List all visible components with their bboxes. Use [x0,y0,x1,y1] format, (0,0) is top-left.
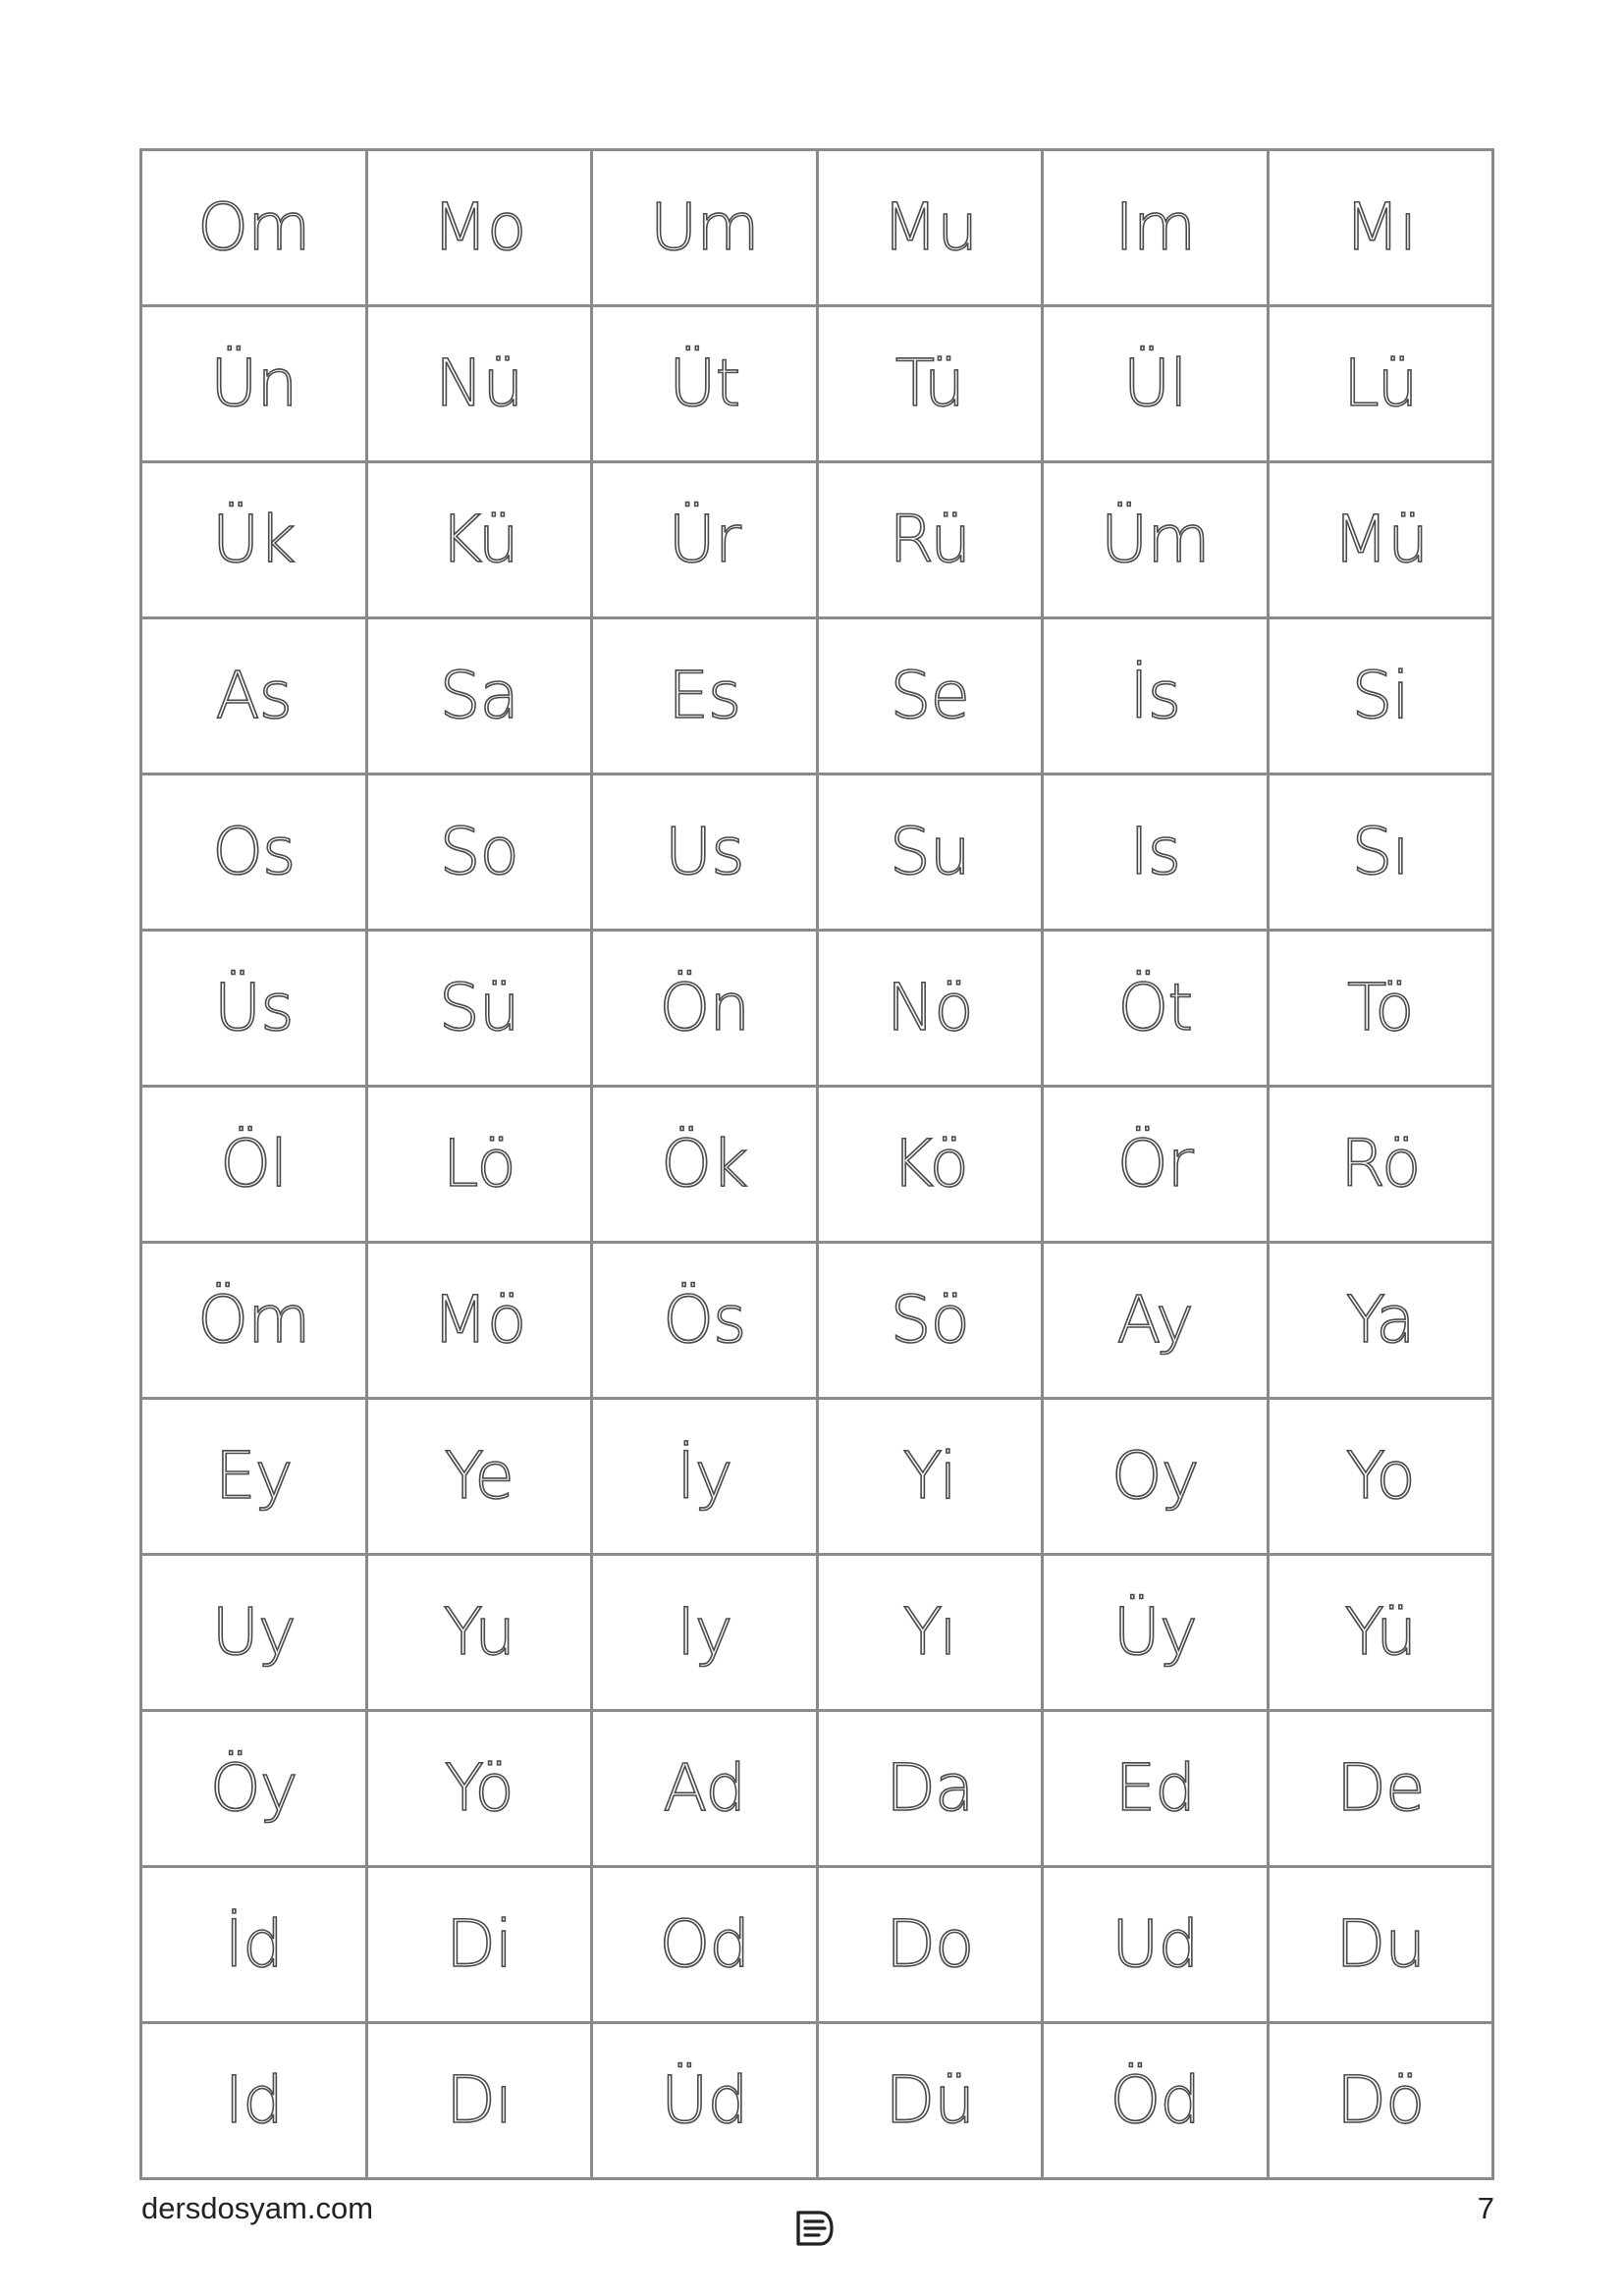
syllable-cell [1043,150,1269,306]
syllable-text: Mu [882,189,978,265]
grid-row [141,462,1493,618]
syllable-cell [366,1555,592,1711]
syllable-cell [1268,1399,1493,1555]
syllable-text: Üs [213,970,294,1045]
syllable-cell [366,931,592,1087]
syllable-cell [1043,931,1269,1087]
syllable-text: Üd [661,2062,748,2138]
syllable-text: So [439,814,518,889]
syllable-cell [817,306,1043,462]
syllable-cell [1268,306,1493,462]
syllable-text: Du [1335,1906,1426,1982]
syllable-cell [1268,1867,1493,2023]
syllable-text: Do [886,1906,974,1982]
syllable-text: Yı [902,1594,956,1670]
syllable-cell [1268,2023,1493,2179]
syllable-text: Nö [886,970,973,1045]
syllable-cell [592,462,818,618]
syllable-text: Ay [1116,1282,1194,1358]
syllable-cell [817,618,1043,774]
syllable-text: Lö [442,1126,515,1201]
syllable-text: Se [890,658,969,733]
syllable-cell [141,1867,367,2023]
syllable-cell [592,1087,818,1243]
syllable-cell [592,1867,818,2023]
syllable-text: Es [668,658,741,733]
grid-row [141,1867,1493,2023]
syllable-cell [817,1243,1043,1399]
syllable-cell [141,1243,367,1399]
syllable-cell [592,1555,818,1711]
syllable-text: Ön [659,970,750,1045]
syllable-text: Öt [1117,970,1193,1045]
syllable-text: İy [676,1438,732,1514]
syllable-cell [817,2023,1043,2179]
syllable-cell [141,774,367,931]
syllable-text: Öd [1110,2062,1201,2138]
syllable-cell [592,1243,818,1399]
syllable-cell [366,618,592,774]
syllable-cell [817,1555,1043,1711]
syllable-text: Ür [668,502,740,577]
syllable-text: Rö [1340,1126,1421,1201]
syllable-text: Dı [446,2062,513,2138]
syllable-cell [817,1087,1043,1243]
syllable-cell [366,2023,592,2179]
syllable-cell [1043,1399,1269,1555]
syllable-cell [141,306,367,462]
grid-row [141,1399,1493,1555]
syllable-text: As [215,658,293,733]
syllable-text: Ey [214,1438,293,1514]
syllable-text: Os [212,814,296,889]
syllable-text: Üm [1100,502,1210,577]
syllable-cell [592,150,818,306]
syllable-cell [366,1243,592,1399]
syllable-cell [141,931,367,1087]
syllable-text: Öm [197,1282,310,1358]
syllable-text: Uy [211,1594,296,1670]
syllable-cell [141,1555,367,1711]
syllable-text: Om [197,189,310,265]
grid-row [141,1243,1493,1399]
syllable-text: Ud [1111,1906,1199,1982]
syllable-text: Ük [211,502,296,577]
syllable-cell [141,462,367,618]
syllable-text: Mo [432,189,526,265]
syllable-text: Ör [1116,1126,1193,1201]
syllable-text: Ya [1345,1282,1415,1358]
syllable-text: Kö [891,1126,968,1201]
footer-website: dersdosyam.com [141,2191,374,2225]
syllable-cell [366,1867,592,2023]
syllable-cell [817,931,1043,1087]
syllable-text: Is [1129,814,1181,889]
syllable-cell [1268,462,1493,618]
syllable-text: Nü [435,346,523,421]
syllable-cell [1043,774,1269,931]
syllable-cell [1043,462,1269,618]
syllable-cell [817,1711,1043,1867]
syllable-text: De [1336,1750,1425,1826]
syllable-text: Üt [669,346,740,421]
syllable-text: Sü [438,970,519,1045]
syllable-cell [817,150,1043,306]
syllable-cell [366,462,592,618]
grid-row [141,306,1493,462]
grid-row [141,774,1493,931]
syllable-cell [141,1399,367,1555]
syllable-text: Tö [1347,970,1414,1045]
syllable-cell [1268,931,1493,1087]
syllable-text: Kü [439,502,518,577]
syllable-cell [141,618,367,774]
syllable-cell [592,931,818,1087]
syllable-cell [592,1399,818,1555]
syllable-cell [1268,1711,1493,1867]
syllable-cell [1268,1555,1493,1711]
grid-row [141,1711,1493,1867]
syllable-text: Su [889,814,970,889]
syllable-text: Ül [1122,346,1187,421]
syllable-cell [592,306,818,462]
syllable-text: Öy [209,1750,298,1826]
syllable-text: Rü [889,502,971,577]
syllable-text: Ün [210,346,298,421]
grid-row [141,1087,1493,1243]
syllable-cell [366,1087,592,1243]
syllable-text: Iy [676,1594,732,1670]
syllable-cell [366,1711,592,1867]
syllable-cell [817,774,1043,931]
syllable-text: Da [886,1750,974,1826]
syllable-text: Oy [1110,1438,1199,1514]
syllable-text: Dö [1336,2062,1425,2138]
syllable-cell [1268,150,1493,306]
syllable-text: Tü [894,346,964,421]
syllable-cell [1043,306,1269,462]
syllable-text: Yu [443,1594,515,1670]
syllable-grid-body [141,150,1493,2179]
syllable-text: Di [446,1906,513,1982]
syllable-cell [1268,774,1493,931]
syllable-text: Si [1351,658,1409,733]
syllable-cell [817,462,1043,618]
syllable-cell [1043,1555,1269,1711]
grid-row [141,1555,1493,1711]
syllable-text: İs [1129,658,1181,733]
syllable-text: Üy [1112,1594,1197,1670]
document-lines-icon [792,2209,836,2248]
syllable-cell [141,2023,367,2179]
grid-row [141,931,1493,1087]
syllable-cell [1043,618,1269,774]
syllable-text: Im [1114,189,1196,265]
syllable-text: Ad [663,1750,746,1826]
syllable-text: Od [659,1906,750,1982]
syllable-text: Ye [444,1438,514,1514]
syllable-text: Id [224,2062,283,2138]
syllable-cell [592,618,818,774]
syllable-text: Mö [432,1282,526,1358]
grid-row [141,618,1493,774]
syllable-text: Ed [1114,1750,1196,1826]
syllable-text: Sa [439,658,518,733]
syllable-text: Yo [1345,1438,1415,1514]
syllable-text: Yö [444,1750,514,1826]
syllable-text: Ök [661,1126,748,1201]
syllable-cell [1268,1087,1493,1243]
syllable-cell [1043,1087,1269,1243]
syllable-cell [592,2023,818,2179]
syllable-cell [1043,1243,1269,1399]
syllable-cell [141,1087,367,1243]
syllable-text: Lü [1343,346,1418,421]
syllable-cell [366,1399,592,1555]
syllable-text: Us [664,814,744,889]
syllable-cell [592,1711,818,1867]
grid-row [141,2023,1493,2179]
syllable-cell [1043,1711,1269,1867]
syllable-cell [141,150,367,306]
syllable-text: Mı [1344,189,1417,265]
syllable-text: Yü [1344,1594,1417,1670]
syllable-text: Sö [890,1282,969,1358]
syllable-cell [817,1399,1043,1555]
syllable-text: Yi [902,1438,956,1514]
syllable-cell [817,1867,1043,2023]
grid-row [141,150,1493,306]
syllable-cell [141,1711,367,1867]
syllable-text: Mü [1332,502,1429,577]
syllable-text: Um [649,189,759,265]
syllable-cell [1268,1243,1493,1399]
syllable-cell [1268,618,1493,774]
syllable-cell [1043,2023,1269,2179]
syllable-text: İd [224,1906,283,1982]
syllable-text: Dü [885,2062,975,2138]
syllable-text: Sı [1351,814,1409,889]
syllable-cell [366,306,592,462]
syllable-text: Öl [220,1126,288,1201]
syllable-text: Ös [663,1282,746,1358]
syllable-cell [592,774,818,931]
syllable-cell [366,774,592,931]
syllable-cell [366,150,592,306]
page-number: 7 [1477,2191,1494,2225]
syllable-tracing-grid [139,148,1494,2180]
syllable-cell [1043,1867,1269,2023]
